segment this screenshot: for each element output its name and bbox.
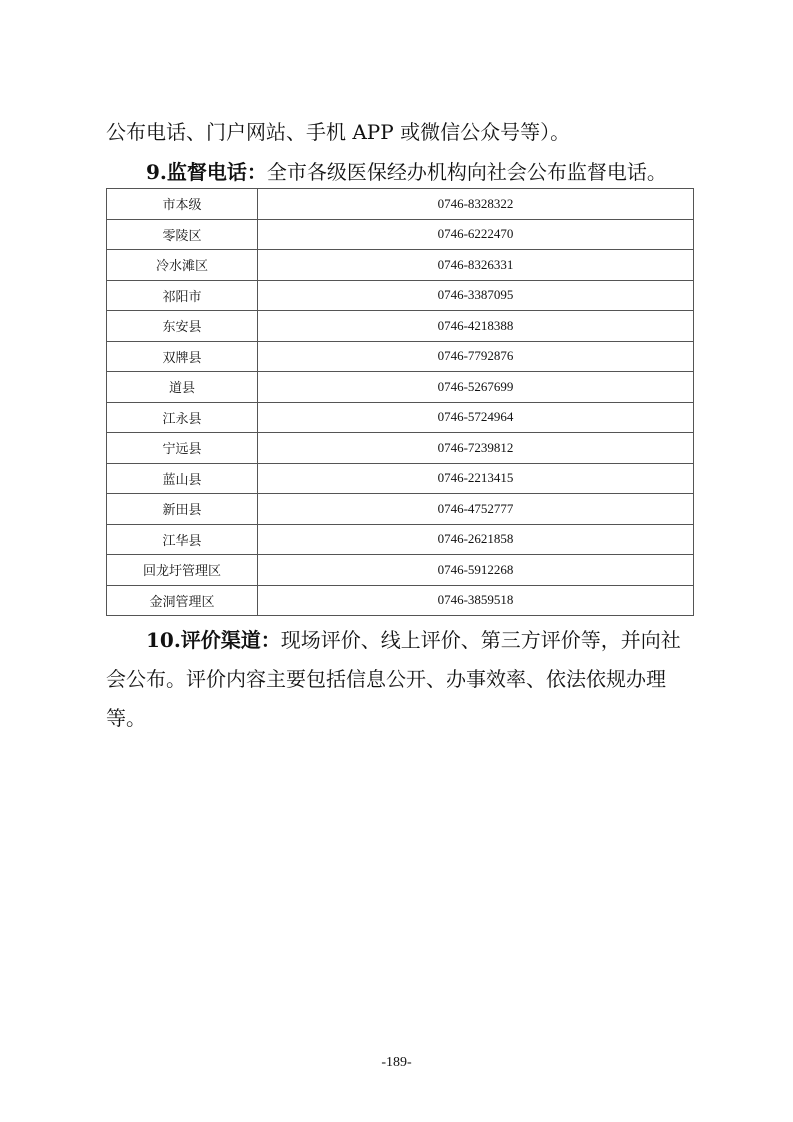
table-row (107, 494, 694, 525)
district-cell: 市本级 (107, 189, 258, 220)
district-cell: 零陵区 (107, 219, 258, 250)
section-10-paragraph (106, 621, 694, 738)
table-row (107, 372, 694, 403)
table-row (107, 341, 694, 372)
district-cell: 双牌县 (107, 341, 258, 372)
table-row (107, 189, 694, 220)
page-number: -189- (381, 1055, 412, 1070)
section-9-text: 全市各级医保经办机构向社会公布监督电话。 (266, 160, 667, 184)
table-row (107, 433, 694, 464)
phone-cell: 0746-2213415 (258, 463, 694, 494)
section-9-number: 9. (146, 160, 167, 184)
district-cell: 东安县 (107, 311, 258, 342)
phone-cell: 0746-4752777 (258, 494, 694, 525)
table-row (107, 219, 694, 250)
district-cell: 冷水滩区 (107, 250, 258, 281)
phone-cell: 0746-3859518 (258, 585, 694, 616)
table-row (107, 250, 694, 281)
table-row (107, 555, 694, 586)
phone-cell: 0746-7239812 (258, 433, 694, 464)
table-row (107, 402, 694, 433)
phone-cell: 0746-8328322 (258, 189, 694, 220)
district-cell: 宁远县 (107, 433, 258, 464)
table-row (107, 311, 694, 342)
phone-cell: 0746-5724964 (258, 402, 694, 433)
section-9-paragraph (106, 154, 694, 190)
section-10-label: 评价渠道： (180, 628, 281, 652)
supervision-phone-table (106, 188, 694, 616)
district-cell: 回龙圩管理区 (107, 555, 258, 586)
section-10-text: 现场评价、线上评价、第三方评价等，并向社会公布。评价内容主要包括信息公开、办事效率、依法依规办理等。 (106, 628, 681, 730)
table-row (107, 463, 694, 494)
section-9-label: 监督电话： (166, 160, 267, 184)
phone-cell: 0746-2621858 (258, 524, 694, 555)
table-row (107, 585, 694, 616)
district-cell: 道县 (107, 372, 258, 403)
district-cell: 祁阳市 (107, 280, 258, 311)
phone-cell: 0746-6222470 (258, 219, 694, 250)
district-cell: 新田县 (107, 494, 258, 525)
phone-cell: 0746-4218388 (258, 311, 694, 342)
table-row (107, 280, 694, 311)
district-cell: 蓝山县 (107, 463, 258, 494)
phone-cell: 0746-7792876 (258, 341, 694, 372)
district-cell: 金洞管理区 (107, 585, 258, 616)
table-row (107, 524, 694, 555)
district-cell: 江永县 (107, 402, 258, 433)
section-10-number: 10. (146, 628, 181, 652)
intro-line: 公布电话、门户网站、手机 APP 或微信公众号等）。 (106, 120, 571, 144)
district-cell: 江华县 (107, 524, 258, 555)
phone-cell: 0746-5912268 (258, 555, 694, 586)
phone-cell: 0746-3387095 (258, 280, 694, 311)
phone-cell: 0746-5267699 (258, 372, 694, 403)
phone-cell: 0746-8326331 (258, 250, 694, 281)
